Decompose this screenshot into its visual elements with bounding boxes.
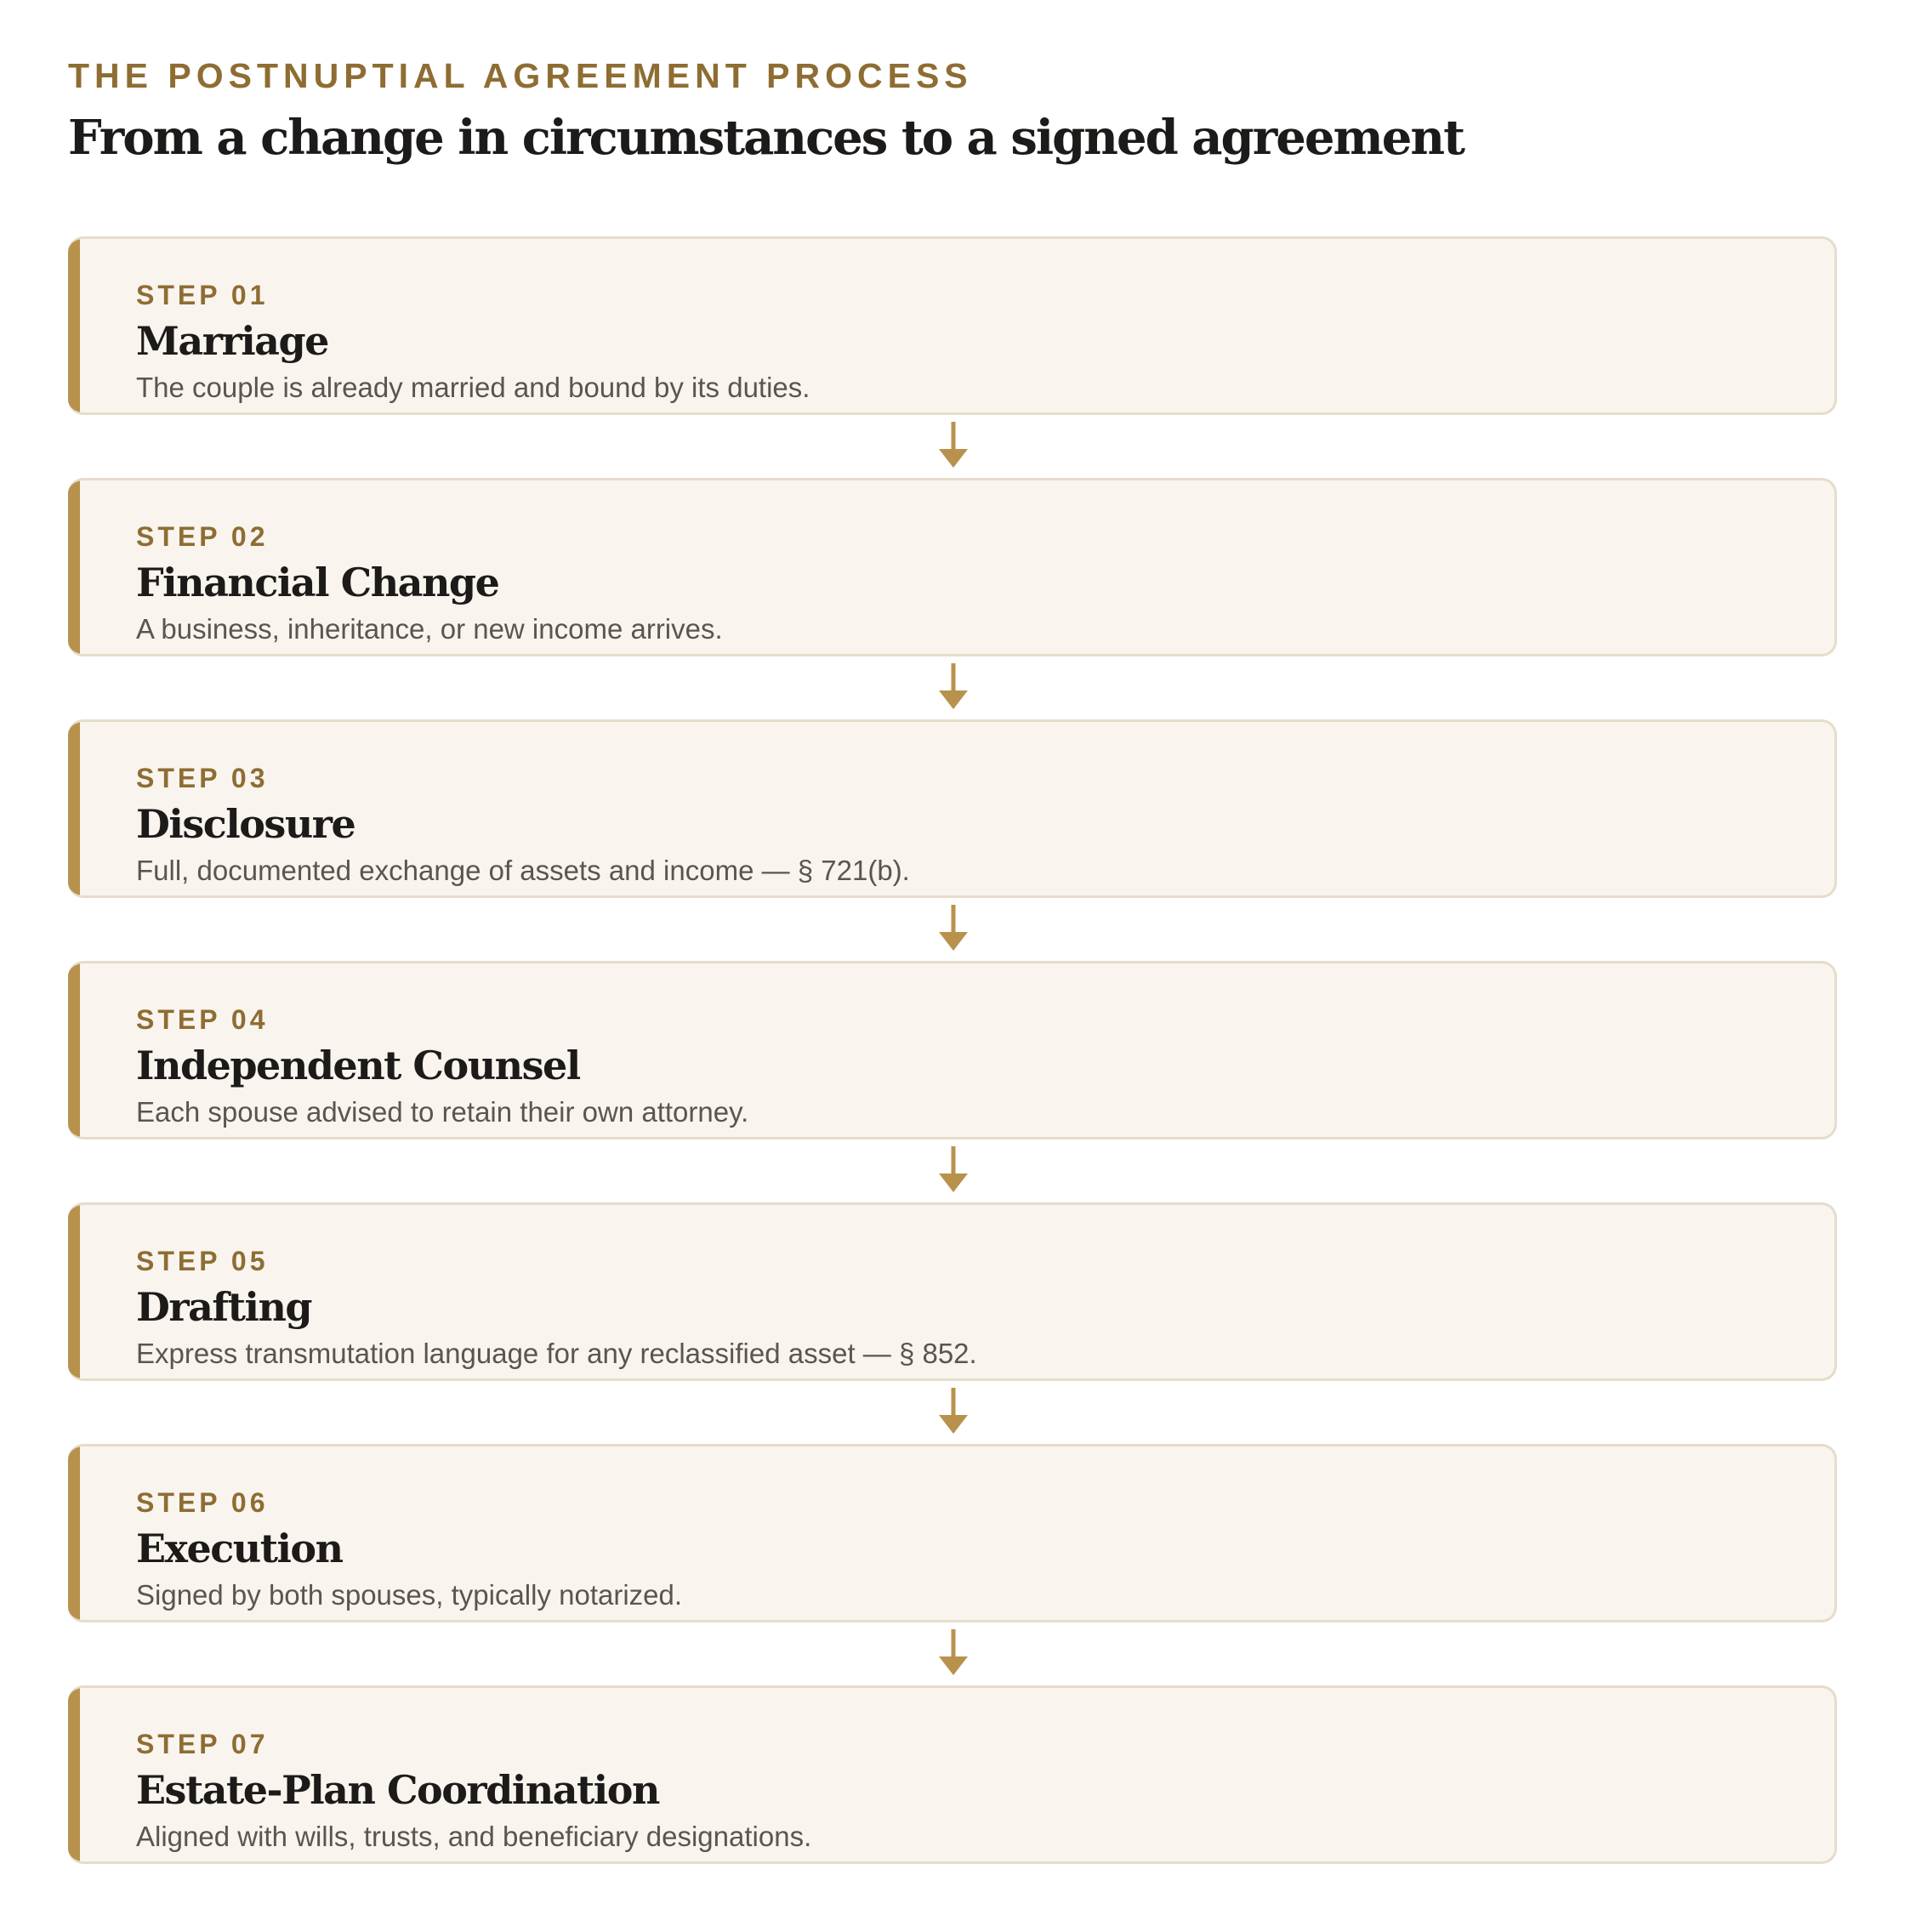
step-card-4: [68, 961, 1837, 1139]
step-connector: [68, 1622, 1837, 1685]
page-title: From a change in circumstances to a signed agreement: [68, 110, 1464, 166]
step-description: Full, documented exchange of assets and income — § 721(b).: [136, 855, 910, 886]
step-list: [68, 236, 1837, 1864]
step-description: Aligned with wills, trusts, and beneficiary designations.: [136, 1821, 812, 1852]
step-card-2: [68, 478, 1837, 656]
step-number: STEP 06: [136, 1487, 269, 1518]
step-number: STEP 03: [136, 763, 269, 793]
step-connector: [68, 898, 1837, 961]
step-title: Drafting: [136, 1284, 312, 1330]
step-connector: [68, 656, 1837, 719]
arrow-down-icon: [936, 1622, 970, 1685]
step-connector: [68, 1381, 1837, 1444]
arrow-down-icon: [936, 898, 970, 961]
step-card-1: [68, 236, 1837, 415]
step-description: Each spouse advised to retain their own attorney.: [136, 1096, 749, 1128]
arrow-down-icon: [936, 656, 970, 719]
step-title: Financial Change: [136, 560, 499, 605]
step-connector: [68, 415, 1837, 478]
step-description: Express transmutation language for any reclassified asset — § 852.: [136, 1338, 977, 1369]
step-description: A business, inheritance, or new income arrives.: [136, 613, 723, 645]
step-number: STEP 07: [136, 1729, 269, 1759]
step-card-5: [68, 1202, 1837, 1381]
step-title: Independent Counsel: [136, 1043, 580, 1088]
arrow-down-icon: [936, 1139, 970, 1202]
eyebrow-label: THE POSTNUPTIAL AGREEMENT PROCESS: [68, 56, 973, 95]
step-card-7: [68, 1685, 1837, 1864]
step-description: The couple is already married and bound by its duties.: [136, 372, 810, 403]
step-number: STEP 02: [136, 521, 269, 552]
step-number: STEP 05: [136, 1246, 269, 1276]
step-connector: [68, 1139, 1837, 1202]
step-description: Signed by both spouses, typically notarized.: [136, 1579, 683, 1611]
step-number: STEP 04: [136, 1004, 269, 1035]
step-title: Estate-Plan Coordination: [136, 1767, 659, 1813]
step-number: STEP 01: [136, 280, 269, 310]
arrow-down-icon: [936, 415, 970, 478]
step-title: Disclosure: [136, 801, 355, 847]
step-title: Marriage: [136, 318, 328, 364]
step-card-6: [68, 1444, 1837, 1622]
step-card-3: [68, 719, 1837, 898]
arrow-down-icon: [936, 1381, 970, 1444]
step-title: Execution: [136, 1526, 343, 1571]
